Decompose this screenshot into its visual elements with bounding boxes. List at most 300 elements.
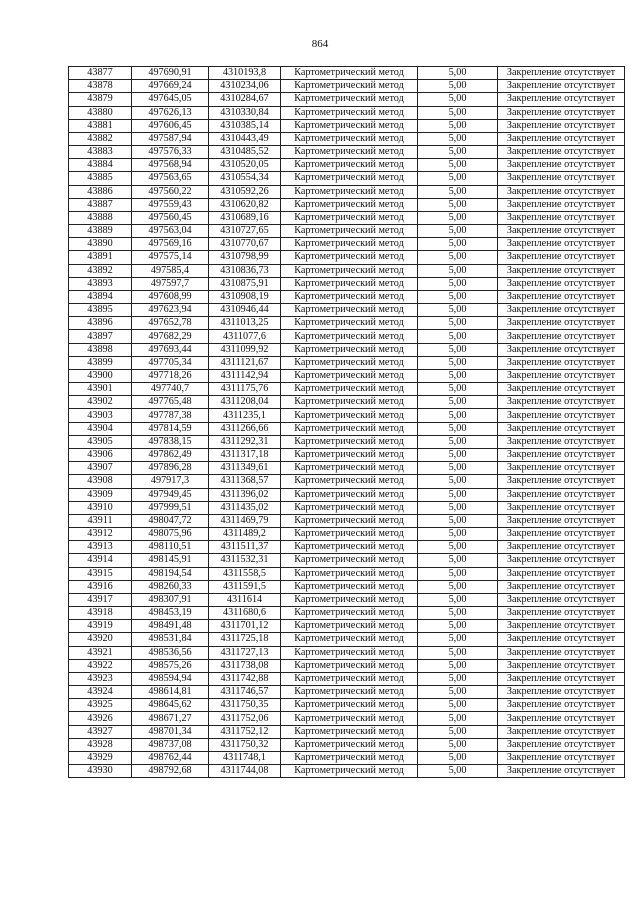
accuracy-cell: 5,00 [418, 646, 498, 659]
fixing-note-cell: Закрепление отсутствует [498, 172, 625, 185]
fixing-note-cell: Закрепление отсутствует [498, 106, 625, 119]
point-number-cell: 43880 [69, 106, 132, 119]
x-coordinate-cell: 498307,91 [132, 593, 209, 606]
method-cell: Картометрический метод [281, 672, 418, 685]
accuracy-cell: 5,00 [418, 277, 498, 290]
y-coordinate-cell: 4311396,02 [209, 488, 281, 501]
method-cell: Картометрический метод [281, 264, 418, 277]
point-number-cell: 43886 [69, 185, 132, 198]
x-coordinate-cell: 498260,33 [132, 580, 209, 593]
x-coordinate-cell: 497575,14 [132, 251, 209, 264]
point-number-cell: 43887 [69, 198, 132, 211]
method-cell: Картометрический метод [281, 396, 418, 409]
accuracy-cell: 5,00 [418, 317, 498, 330]
method-cell: Картометрический метод [281, 146, 418, 159]
table-row [69, 93, 625, 106]
method-cell: Картометрический метод [281, 422, 418, 435]
accuracy-cell: 5,00 [418, 765, 498, 778]
fixing-note-cell: Закрепление отсутствует [498, 146, 625, 159]
x-coordinate-cell: 497569,16 [132, 238, 209, 251]
fixing-note-cell: Закрепление отсутствует [498, 409, 625, 422]
fixing-note-cell: Закрепление отсутствует [498, 304, 625, 317]
method-cell: Картометрический метод [281, 607, 418, 620]
accuracy-cell: 5,00 [418, 528, 498, 541]
table-row [69, 725, 625, 738]
accuracy-cell: 5,00 [418, 475, 498, 488]
point-number-cell: 43898 [69, 343, 132, 356]
table-row [69, 172, 625, 185]
method-cell: Картометрический метод [281, 765, 418, 778]
method-cell: Картометрический метод [281, 343, 418, 356]
table-row [69, 264, 625, 277]
x-coordinate-cell: 498536,56 [132, 646, 209, 659]
fixing-note-cell: Закрепление отсутствует [498, 686, 625, 699]
fixing-note-cell: Закрепление отсутствует [498, 488, 625, 501]
table-row [69, 580, 625, 593]
table-row [69, 646, 625, 659]
method-cell: Картометрический метод [281, 462, 418, 475]
accuracy-cell: 5,00 [418, 448, 498, 461]
accuracy-cell: 5,00 [418, 422, 498, 435]
table-row [69, 751, 625, 764]
method-cell: Картометрический метод [281, 383, 418, 396]
method-cell: Картометрический метод [281, 211, 418, 224]
x-coordinate-cell: 497652,78 [132, 317, 209, 330]
method-cell: Картометрический метод [281, 159, 418, 172]
fixing-note-cell: Закрепление отсутствует [498, 369, 625, 382]
accuracy-cell: 5,00 [418, 290, 498, 303]
accuracy-cell: 5,00 [418, 699, 498, 712]
method-cell: Картометрический метод [281, 185, 418, 198]
point-number-cell: 43909 [69, 488, 132, 501]
method-cell: Картометрический метод [281, 751, 418, 764]
x-coordinate-cell: 497814,59 [132, 422, 209, 435]
accuracy-cell: 5,00 [418, 185, 498, 198]
fixing-note-cell: Закрепление отсутствует [498, 198, 625, 211]
fixing-note-cell: Закрепление отсутствует [498, 330, 625, 343]
x-coordinate-cell: 497606,45 [132, 119, 209, 132]
fixing-note-cell: Закрепление отсутствует [498, 317, 625, 330]
x-coordinate-cell: 498453,19 [132, 607, 209, 620]
accuracy-cell: 5,00 [418, 751, 498, 764]
accuracy-cell: 5,00 [418, 620, 498, 633]
x-coordinate-cell: 498194,54 [132, 567, 209, 580]
accuracy-cell: 5,00 [418, 501, 498, 514]
method-cell: Картометрический метод [281, 198, 418, 211]
table-row [69, 514, 625, 527]
point-number-cell: 43899 [69, 356, 132, 369]
accuracy-cell: 5,00 [418, 514, 498, 527]
accuracy-cell: 5,00 [418, 225, 498, 238]
x-coordinate-cell: 497838,15 [132, 435, 209, 448]
y-coordinate-cell: 4311744,08 [209, 765, 281, 778]
method-cell: Картометрический метод [281, 119, 418, 132]
accuracy-cell: 5,00 [418, 132, 498, 145]
accuracy-cell: 5,00 [418, 67, 498, 80]
x-coordinate-cell: 497608,99 [132, 290, 209, 303]
fixing-note-cell: Закрепление отсутствует [498, 356, 625, 369]
table-row [69, 185, 625, 198]
fixing-note-cell: Закрепление отсутствует [498, 659, 625, 672]
method-cell: Картометрический метод [281, 686, 418, 699]
accuracy-cell: 5,00 [418, 567, 498, 580]
point-number-cell: 43896 [69, 317, 132, 330]
x-coordinate-cell: 498491,48 [132, 620, 209, 633]
accuracy-cell: 5,00 [418, 383, 498, 396]
y-coordinate-cell: 4310485,52 [209, 146, 281, 159]
x-coordinate-cell: 498145,91 [132, 554, 209, 567]
fixing-note-cell: Закрепление отсутствует [498, 132, 625, 145]
method-cell: Картометрический метод [281, 488, 418, 501]
point-number-cell: 43912 [69, 528, 132, 541]
method-cell: Картометрический метод [281, 633, 418, 646]
y-coordinate-cell: 4311752,06 [209, 712, 281, 725]
accuracy-cell: 5,00 [418, 593, 498, 606]
accuracy-cell: 5,00 [418, 343, 498, 356]
accuracy-cell: 5,00 [418, 738, 498, 751]
point-number-cell: 43879 [69, 93, 132, 106]
table-row [69, 607, 625, 620]
point-number-cell: 43890 [69, 238, 132, 251]
table-row [69, 317, 625, 330]
y-coordinate-cell: 4310908,19 [209, 290, 281, 303]
table-row [69, 80, 625, 93]
y-coordinate-cell: 4311750,35 [209, 699, 281, 712]
accuracy-cell: 5,00 [418, 198, 498, 211]
table-row [69, 409, 625, 422]
point-number-cell: 43915 [69, 567, 132, 580]
method-cell: Картометрический метод [281, 646, 418, 659]
fixing-note-cell: Закрепление отсутствует [498, 343, 625, 356]
y-coordinate-cell: 4310234,06 [209, 80, 281, 93]
point-number-cell: 43901 [69, 383, 132, 396]
point-number-cell: 43877 [69, 67, 132, 80]
point-number-cell: 43924 [69, 686, 132, 699]
table-row [69, 146, 625, 159]
table-row [69, 593, 625, 606]
y-coordinate-cell: 4311077,6 [209, 330, 281, 343]
table-row [69, 738, 625, 751]
table-row [69, 277, 625, 290]
accuracy-cell: 5,00 [418, 356, 498, 369]
y-coordinate-cell: 4310946,44 [209, 304, 281, 317]
point-number-cell: 43910 [69, 501, 132, 514]
accuracy-cell: 5,00 [418, 396, 498, 409]
point-number-cell: 43888 [69, 211, 132, 224]
method-cell: Картометрический метод [281, 712, 418, 725]
table-row [69, 383, 625, 396]
point-number-cell: 43903 [69, 409, 132, 422]
method-cell: Картометрический метод [281, 277, 418, 290]
table-row [69, 633, 625, 646]
x-coordinate-cell: 497563,65 [132, 172, 209, 185]
point-number-cell: 43925 [69, 699, 132, 712]
method-cell: Картометрический метод [281, 290, 418, 303]
point-number-cell: 43923 [69, 672, 132, 685]
method-cell: Картометрический метод [281, 725, 418, 738]
table-row [69, 369, 625, 382]
table-row [69, 211, 625, 224]
point-number-cell: 43914 [69, 554, 132, 567]
y-coordinate-cell: 4310727,65 [209, 225, 281, 238]
table-row [69, 620, 625, 633]
method-cell: Картометрический метод [281, 172, 418, 185]
y-coordinate-cell: 4310385,14 [209, 119, 281, 132]
accuracy-cell: 5,00 [418, 146, 498, 159]
accuracy-cell: 5,00 [418, 462, 498, 475]
point-number-cell: 43883 [69, 146, 132, 159]
method-cell: Картометрический метод [281, 304, 418, 317]
y-coordinate-cell: 4311748,1 [209, 751, 281, 764]
fixing-note-cell: Закрепление отсутствует [498, 672, 625, 685]
x-coordinate-cell: 498614,81 [132, 686, 209, 699]
x-coordinate-cell: 497626,13 [132, 106, 209, 119]
accuracy-cell: 5,00 [418, 659, 498, 672]
fixing-note-cell: Закрепление отсутствует [498, 264, 625, 277]
x-coordinate-cell: 498645,62 [132, 699, 209, 712]
y-coordinate-cell: 4311435,02 [209, 501, 281, 514]
x-coordinate-cell: 498792,68 [132, 765, 209, 778]
method-cell: Картометрический метод [281, 554, 418, 567]
x-coordinate-cell: 497563,04 [132, 225, 209, 238]
y-coordinate-cell: 4311175,76 [209, 383, 281, 396]
method-cell: Картометрический метод [281, 593, 418, 606]
table-row [69, 541, 625, 554]
y-coordinate-cell: 4311349,61 [209, 462, 281, 475]
y-coordinate-cell: 4310592,26 [209, 185, 281, 198]
x-coordinate-cell: 497787,38 [132, 409, 209, 422]
y-coordinate-cell: 4311680,6 [209, 607, 281, 620]
fixing-note-cell: Закрепление отсутствует [498, 290, 625, 303]
table-row [69, 554, 625, 567]
fixing-note-cell: Закрепление отсутствует [498, 580, 625, 593]
method-cell: Картометрический метод [281, 330, 418, 343]
table-row [69, 712, 625, 725]
point-number-cell: 43908 [69, 475, 132, 488]
x-coordinate-cell: 497623,94 [132, 304, 209, 317]
accuracy-cell: 5,00 [418, 435, 498, 448]
table-row [69, 475, 625, 488]
method-cell: Картометрический метод [281, 80, 418, 93]
fixing-note-cell: Закрепление отсутствует [498, 593, 625, 606]
method-cell: Картометрический метод [281, 132, 418, 145]
fixing-note-cell: Закрепление отсутствует [498, 93, 625, 106]
method-cell: Картометрический метод [281, 620, 418, 633]
accuracy-cell: 5,00 [418, 330, 498, 343]
y-coordinate-cell: 4311489,2 [209, 528, 281, 541]
fixing-note-cell: Закрепление отсутствует [498, 185, 625, 198]
table-row [69, 699, 625, 712]
accuracy-cell: 5,00 [418, 725, 498, 738]
x-coordinate-cell: 497896,28 [132, 462, 209, 475]
table-row [69, 106, 625, 119]
fixing-note-cell: Закрепление отсутствует [498, 712, 625, 725]
point-number-cell: 43911 [69, 514, 132, 527]
x-coordinate-cell: 497560,45 [132, 211, 209, 224]
point-number-cell: 43892 [69, 264, 132, 277]
y-coordinate-cell: 4311701,12 [209, 620, 281, 633]
fixing-note-cell: Закрепление отсутствует [498, 119, 625, 132]
table-row [69, 198, 625, 211]
fixing-note-cell: Закрепление отсутствует [498, 699, 625, 712]
method-cell: Картометрический метод [281, 448, 418, 461]
fixing-note-cell: Закрепление отсутствует [498, 567, 625, 580]
point-number-cell: 43902 [69, 396, 132, 409]
table-row [69, 67, 625, 80]
fixing-note-cell: Закрепление отсутствует [498, 80, 625, 93]
table-row [69, 290, 625, 303]
point-number-cell: 43891 [69, 251, 132, 264]
point-number-cell: 43878 [69, 80, 132, 93]
y-coordinate-cell: 4311235,1 [209, 409, 281, 422]
x-coordinate-cell: 497682,29 [132, 330, 209, 343]
method-cell: Картометрический метод [281, 435, 418, 448]
point-number-cell: 43895 [69, 304, 132, 317]
point-number-cell: 43926 [69, 712, 132, 725]
table-row [69, 567, 625, 580]
y-coordinate-cell: 4311208,04 [209, 396, 281, 409]
accuracy-cell: 5,00 [418, 106, 498, 119]
point-number-cell: 43889 [69, 225, 132, 238]
fixing-note-cell: Закрепление отсутствует [498, 541, 625, 554]
y-coordinate-cell: 4310193,8 [209, 67, 281, 80]
table-row [69, 304, 625, 317]
accuracy-cell: 5,00 [418, 686, 498, 699]
y-coordinate-cell: 4310770,67 [209, 238, 281, 251]
method-cell: Картометрический метод [281, 93, 418, 106]
accuracy-cell: 5,00 [418, 211, 498, 224]
method-cell: Картометрический метод [281, 541, 418, 554]
x-coordinate-cell: 497740,7 [132, 383, 209, 396]
x-coordinate-cell: 498110,51 [132, 541, 209, 554]
table-row [69, 356, 625, 369]
y-coordinate-cell: 4310620,82 [209, 198, 281, 211]
fixing-note-cell: Закрепление отсутствует [498, 448, 625, 461]
method-cell: Картометрический метод [281, 238, 418, 251]
table-row [69, 159, 625, 172]
fixing-note-cell: Закрепление отсутствует [498, 159, 625, 172]
x-coordinate-cell: 498762,44 [132, 751, 209, 764]
y-coordinate-cell: 4311558,5 [209, 567, 281, 580]
y-coordinate-cell: 4311746,57 [209, 686, 281, 699]
accuracy-cell: 5,00 [418, 119, 498, 132]
y-coordinate-cell: 4311121,67 [209, 356, 281, 369]
y-coordinate-cell: 4310875,91 [209, 277, 281, 290]
x-coordinate-cell: 498531,84 [132, 633, 209, 646]
accuracy-cell: 5,00 [418, 672, 498, 685]
point-number-cell: 43881 [69, 119, 132, 132]
y-coordinate-cell: 4311725,18 [209, 633, 281, 646]
method-cell: Картометрический метод [281, 356, 418, 369]
accuracy-cell: 5,00 [418, 369, 498, 382]
fixing-note-cell: Закрепление отсутствует [498, 383, 625, 396]
y-coordinate-cell: 4310443,49 [209, 132, 281, 145]
y-coordinate-cell: 4310284,67 [209, 93, 281, 106]
y-coordinate-cell: 4310520,05 [209, 159, 281, 172]
fixing-note-cell: Закрепление отсутствует [498, 422, 625, 435]
accuracy-cell: 5,00 [418, 607, 498, 620]
table-row [69, 672, 625, 685]
accuracy-cell: 5,00 [418, 251, 498, 264]
fixing-note-cell: Закрепление отсутствует [498, 238, 625, 251]
point-number-cell: 43917 [69, 593, 132, 606]
x-coordinate-cell: 497560,22 [132, 185, 209, 198]
point-number-cell: 43927 [69, 725, 132, 738]
table-row [69, 422, 625, 435]
y-coordinate-cell: 4311727,13 [209, 646, 281, 659]
y-coordinate-cell: 4311614 [209, 593, 281, 606]
x-coordinate-cell: 497949,45 [132, 488, 209, 501]
table-row [69, 659, 625, 672]
fixing-note-cell: Закрепление отсутствует [498, 633, 625, 646]
fixing-note-cell: Закрепление отсутствует [498, 251, 625, 264]
fixing-note-cell: Закрепление отсутствует [498, 607, 625, 620]
table-row [69, 238, 625, 251]
accuracy-cell: 5,00 [418, 554, 498, 567]
fixing-note-cell: Закрепление отсутствует [498, 646, 625, 659]
x-coordinate-cell: 498047,72 [132, 514, 209, 527]
accuracy-cell: 5,00 [418, 93, 498, 106]
y-coordinate-cell: 4311750,32 [209, 738, 281, 751]
y-coordinate-cell: 4311511,37 [209, 541, 281, 554]
point-number-cell: 43928 [69, 738, 132, 751]
coordinates-table-body [69, 67, 625, 778]
accuracy-cell: 5,00 [418, 409, 498, 422]
method-cell: Картометрический метод [281, 409, 418, 422]
y-coordinate-cell: 4311591,5 [209, 580, 281, 593]
point-number-cell: 43930 [69, 765, 132, 778]
point-number-cell: 43918 [69, 607, 132, 620]
fixing-note-cell: Закрепление отсутствует [498, 67, 625, 80]
table-row [69, 251, 625, 264]
x-coordinate-cell: 497597,7 [132, 277, 209, 290]
table-row [69, 330, 625, 343]
fixing-note-cell: Закрепление отсутствует [498, 725, 625, 738]
table-row [69, 462, 625, 475]
fixing-note-cell: Закрепление отсутствует [498, 277, 625, 290]
x-coordinate-cell: 497693,44 [132, 343, 209, 356]
y-coordinate-cell: 4311738,08 [209, 659, 281, 672]
y-coordinate-cell: 4311532,31 [209, 554, 281, 567]
y-coordinate-cell: 4311266,66 [209, 422, 281, 435]
fixing-note-cell: Закрепление отсутствует [498, 554, 625, 567]
method-cell: Картометрический метод [281, 738, 418, 751]
y-coordinate-cell: 4311742,88 [209, 672, 281, 685]
point-number-cell: 43900 [69, 369, 132, 382]
y-coordinate-cell: 4311368,57 [209, 475, 281, 488]
point-number-cell: 43906 [69, 448, 132, 461]
point-number-cell: 43904 [69, 422, 132, 435]
method-cell: Картометрический метод [281, 317, 418, 330]
point-number-cell: 43893 [69, 277, 132, 290]
y-coordinate-cell: 4311142,94 [209, 369, 281, 382]
point-number-cell: 43921 [69, 646, 132, 659]
fixing-note-cell: Закрепление отсутствует [498, 396, 625, 409]
accuracy-cell: 5,00 [418, 264, 498, 277]
x-coordinate-cell: 498594,94 [132, 672, 209, 685]
x-coordinate-cell: 497765,48 [132, 396, 209, 409]
x-coordinate-cell: 498671,27 [132, 712, 209, 725]
accuracy-cell: 5,00 [418, 633, 498, 646]
x-coordinate-cell: 498575,26 [132, 659, 209, 672]
accuracy-cell: 5,00 [418, 238, 498, 251]
coordinates-table [68, 66, 625, 778]
table-row [69, 765, 625, 778]
fixing-note-cell: Закрепление отсутствует [498, 462, 625, 475]
x-coordinate-cell: 497705,34 [132, 356, 209, 369]
point-number-cell: 43922 [69, 659, 132, 672]
fixing-note-cell: Закрепление отсутствует [498, 751, 625, 764]
